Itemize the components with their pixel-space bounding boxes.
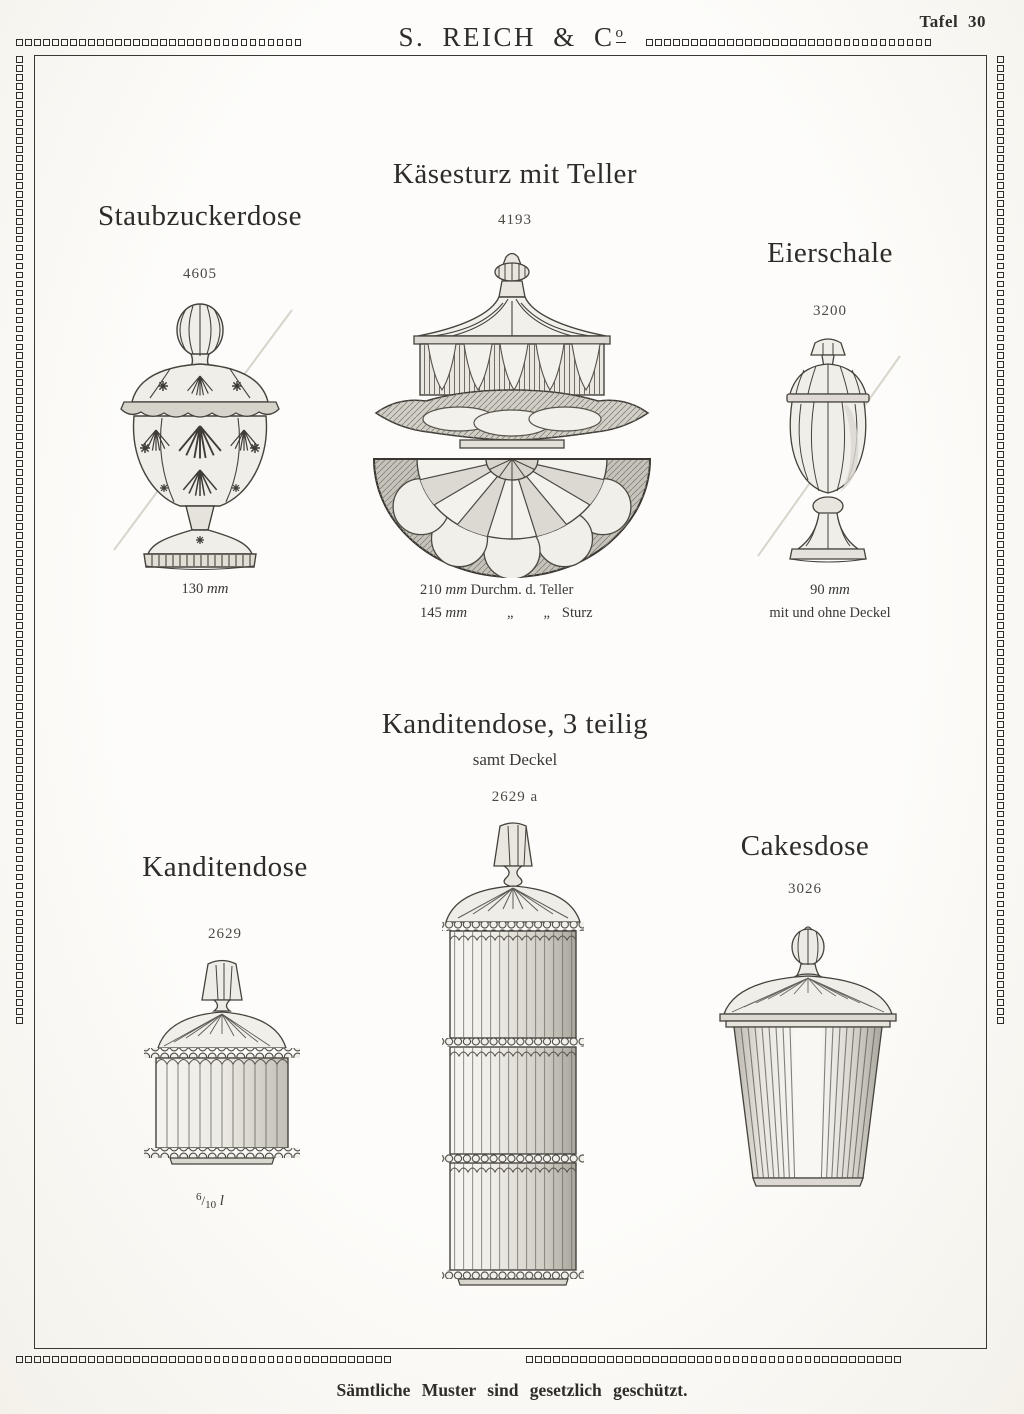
cakesdose-illustration xyxy=(708,918,913,1198)
brand-superscript-o: o xyxy=(615,25,626,41)
dim2-text: Sturz xyxy=(561,605,593,621)
staubzuckerdose-number: 4605 xyxy=(183,266,217,282)
staubzuckerdose-title: Staubzuckerdose xyxy=(98,200,302,232)
border-squares-bottom-right xyxy=(526,1356,1008,1367)
capacity-numerator: 6 xyxy=(196,1191,202,1203)
kanditendose-3teilig-title: Kanditendose, 3 teilig xyxy=(381,708,649,740)
kanditendose-3teilig-subtitle: samt Deckel xyxy=(472,750,558,769)
kaesesturz-number: 4193 xyxy=(498,212,532,228)
brand-title xyxy=(367,22,657,53)
staubzuckerdose-size xyxy=(60,578,350,601)
size-unit: mm xyxy=(206,581,229,597)
brand-main: S. REICH & C xyxy=(398,22,615,52)
kanditendose-capacity xyxy=(80,1186,340,1217)
staubzuckerdose-illustration xyxy=(100,292,300,572)
footer-protection-note: Sämtliche Muster sind gesetzlich geschützt. xyxy=(336,1380,688,1400)
dim1-text: Durchm. d. Teller xyxy=(470,582,574,598)
dim2-unit: mm xyxy=(445,605,468,621)
eierschale-size xyxy=(690,579,970,602)
eierschale-number: 3200 xyxy=(813,303,847,319)
border-squares-right xyxy=(997,56,1008,1350)
dim1-value: 210 xyxy=(420,582,442,598)
fraction-slash: / xyxy=(201,1193,206,1208)
border-squares-top-right xyxy=(646,39,1008,50)
ditto-mark: „ xyxy=(507,605,514,621)
cakesdose-title: Cakesdose xyxy=(740,830,870,862)
cakesdose-number: 3026 xyxy=(788,881,822,897)
dim1-unit: mm xyxy=(445,582,468,598)
plate-number-label: Tafel 30 xyxy=(919,12,986,31)
eierschale-caption xyxy=(690,579,970,625)
capacity-denominator: 10 xyxy=(205,1199,217,1211)
eierschale-title: Eierschale xyxy=(767,237,893,269)
kanditendose-illustration xyxy=(122,952,322,1187)
border-squares-bottom-left xyxy=(16,1356,498,1367)
border-squares-left xyxy=(16,56,27,1350)
eierschale-note: mit und ohne Deckel xyxy=(769,605,891,621)
size-unit: mm xyxy=(828,582,850,598)
kanditendose-3teilig-number: 2629 a xyxy=(491,789,539,805)
size-value: 90 xyxy=(810,582,825,598)
dim2-value: 145 xyxy=(420,605,442,621)
kaesesturz-dimensions xyxy=(420,579,700,625)
kaesesturz-title: Käsesturz mit Teller xyxy=(392,158,638,190)
size-value: 130 xyxy=(181,581,204,597)
kanditendose-title: Kanditendose xyxy=(142,851,308,883)
ditto-mark: „ xyxy=(543,605,550,621)
kanditendose-number: 2629 xyxy=(208,926,242,942)
kaesesturz-illustration xyxy=(362,243,662,578)
capacity-unit: l xyxy=(219,1193,224,1209)
kanditendose-3teilig-illustration xyxy=(418,812,608,1287)
border-squares-top-left xyxy=(16,39,378,50)
kaesesturz-dimension-line1 xyxy=(420,579,700,602)
eierschale-illustration xyxy=(748,328,908,578)
kaesesturz-dimension-line2 xyxy=(420,602,700,625)
